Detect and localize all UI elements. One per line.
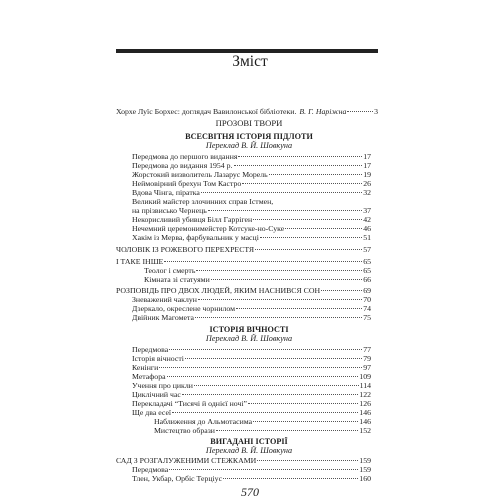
toc-entry bbox=[132, 313, 371, 322]
section-heading-fictions: ВИГАДАНІ ІСТОРІЇ bbox=[210, 437, 288, 446]
toc-entry bbox=[144, 266, 371, 275]
toc-entry-page: 126 bbox=[359, 399, 371, 408]
toc-entry bbox=[132, 372, 371, 381]
toc-entry-page: 51 bbox=[363, 233, 371, 242]
toc-entry-label: Хакім із Мерва, фарбувальник у масці bbox=[132, 233, 259, 242]
toc-entry bbox=[154, 417, 371, 426]
toc-entry-two-men-dream bbox=[116, 286, 371, 295]
toc-entry bbox=[132, 188, 371, 197]
toc-entry-label: ЧОЛОВІК ІЗ РОЖЕВОГО ПЕРЕХРЕСТЯ bbox=[116, 245, 255, 254]
toc-entry-label: Учення про цикли bbox=[132, 381, 193, 390]
toc-entry-page: 37 bbox=[363, 206, 371, 215]
toc-entry-label: Некорисливий убивця Білл Гарріген bbox=[132, 215, 253, 224]
toc-entry-label: Передмова до видання 1954 р. bbox=[132, 161, 233, 170]
toc-entry-page: 122 bbox=[359, 390, 371, 399]
toc-entry bbox=[132, 233, 371, 242]
toc-entry-page: 159 bbox=[359, 456, 371, 465]
toc-entry-label: Кімната зі статуями bbox=[144, 275, 210, 284]
toc-entry-page: 32 bbox=[363, 188, 371, 197]
toc-entry-label: Жорстокий визволитель Лазарус Морель bbox=[132, 170, 268, 179]
toc-entry bbox=[132, 381, 371, 390]
toc-entry-page: 75 bbox=[363, 313, 371, 322]
toc-entry-label: Кенінги bbox=[132, 363, 159, 372]
toc-entry-etcetera bbox=[116, 257, 371, 266]
toc-entry-page: 65 bbox=[363, 266, 371, 275]
toc-entry-page: 109 bbox=[359, 372, 371, 381]
toc-entry-label: Тлен, Укбар, Орбіс Терціус bbox=[132, 474, 223, 483]
toc-entry-label: Історія вічності bbox=[132, 354, 184, 363]
toc-entry-label: Передмова bbox=[132, 465, 169, 474]
toc-entry bbox=[132, 161, 371, 170]
toc-entry-label: Передмова bbox=[132, 345, 169, 354]
toc-entry-label: Перекладачі “Тисячі й однієї ночі” bbox=[132, 399, 248, 408]
toc-entry bbox=[132, 206, 371, 215]
toc-entry-intro bbox=[116, 107, 378, 116]
toc-entry-garden bbox=[116, 456, 371, 465]
toc-entry bbox=[144, 275, 371, 284]
toc-entry-label: на прізвисько Чернець bbox=[132, 206, 207, 215]
section-heading-eternity: ІСТОРІЯ ВІЧНОСТІ bbox=[209, 325, 289, 334]
toc-entry bbox=[154, 426, 371, 435]
toc-entry-label: РОЗПОВІДЬ ПРО ДВОХ ЛЮДЕЙ, ЯКИМ НАСНИВСЯ СОН bbox=[116, 286, 321, 295]
translator-credit: Переклад В. Й. Шовкуна bbox=[205, 334, 293, 343]
toc-entry-page: 42 bbox=[363, 215, 371, 224]
toc-entry bbox=[132, 304, 371, 313]
toc-entry-page: 152 bbox=[359, 426, 371, 435]
toc-entry-page: 146 bbox=[359, 417, 371, 426]
toc-entry bbox=[132, 354, 371, 363]
toc-entry bbox=[132, 152, 371, 161]
toc-entry bbox=[132, 465, 371, 474]
toc-entry bbox=[132, 170, 371, 179]
section-heading-prose: ПРОЗОВІ ТВОРИ bbox=[215, 118, 283, 128]
toc-entry-label: Передмова до першого видання bbox=[132, 152, 238, 161]
toc-entry-label: Циклічний час bbox=[132, 390, 181, 399]
toc-entry-label: І ТАКЕ ІНШЕ bbox=[116, 257, 164, 266]
toc-entry-label: Двійник Магомета bbox=[132, 313, 194, 322]
toc-entry bbox=[132, 390, 371, 399]
toc-entry-label: Хорхе Луїс Борхес: доглядач Вавилонської бібліотеки. bbox=[116, 107, 297, 116]
toc-entry-page: 70 bbox=[363, 295, 371, 304]
toc-entry-page: 160 bbox=[359, 474, 371, 483]
section-heading-universal-history: ВСЕСВІТНЯ ІСТОРІЯ ПІДЛОТИ bbox=[185, 132, 313, 141]
toc-entry bbox=[132, 215, 371, 224]
toc-entry-page: 17 bbox=[363, 161, 371, 170]
toc-entry bbox=[132, 399, 371, 408]
toc-entry bbox=[132, 179, 371, 188]
toc-entry-page: 159 bbox=[359, 465, 371, 474]
toc-entry-label: Наближення до Альмотасима bbox=[154, 417, 253, 426]
toc-entry-label: Вдова Чінга, піратка bbox=[132, 188, 200, 197]
toc-entry-label: Мистецтво образи bbox=[154, 426, 215, 435]
toc-entry-label: Зневажений чаклун bbox=[132, 295, 197, 304]
toc-entry-page: 17 bbox=[363, 152, 371, 161]
toc-entry bbox=[132, 474, 371, 483]
toc-entry-page: 77 bbox=[363, 345, 371, 354]
toc-entry-page: 146 bbox=[359, 408, 371, 417]
toc-entry-page: 114 bbox=[359, 381, 371, 390]
translator-credit: Переклад В. Й. Шовкуна bbox=[205, 141, 293, 150]
toc-entry-author: В. Г. Наріжна bbox=[299, 107, 347, 116]
toc-entry-rose-corner bbox=[116, 245, 371, 254]
toc-entry bbox=[132, 363, 371, 372]
toc-entry-label: Теолог і смерть bbox=[144, 266, 196, 275]
toc-entry bbox=[132, 295, 371, 304]
toc-entry-label: Неймовірний брехун Том Кастро bbox=[132, 179, 242, 188]
toc-entry bbox=[132, 408, 371, 417]
toc-entry-label: Нечемний церемонимейстер Котсуке-но-Суке bbox=[132, 224, 285, 233]
page-title: Зміст bbox=[232, 53, 268, 70]
toc-entry-page: 65 bbox=[363, 257, 371, 266]
toc-entry-page: 66 bbox=[363, 275, 371, 284]
translator-credit: Переклад В. Й. Шовкуна bbox=[205, 446, 293, 455]
page-number: 570 bbox=[241, 485, 259, 499]
toc-entry bbox=[132, 224, 371, 233]
toc-entry bbox=[132, 345, 371, 354]
toc-entry-page: 57 bbox=[363, 245, 371, 254]
toc-entry-page: 79 bbox=[363, 354, 371, 363]
toc-entry-page: 97 bbox=[363, 363, 371, 372]
toc-entry-page: 69 bbox=[363, 286, 371, 295]
toc-entry-page: 26 bbox=[363, 179, 371, 188]
toc-entry-label: САД З РОЗГАЛУЖЕНИМИ СТЕЖКАМИ bbox=[116, 456, 257, 465]
toc-entry-label: Великий майстер злочинних справ Істмен, bbox=[132, 197, 274, 206]
toc-entry-label: Метафора bbox=[132, 372, 166, 381]
toc-entry-page: 3 bbox=[374, 107, 378, 116]
toc-entry-page: 46 bbox=[363, 224, 371, 233]
toc-entry-page: 74 bbox=[363, 304, 371, 313]
toc-entry-page: 19 bbox=[363, 170, 371, 179]
toc-entry-label: Ще два есеї bbox=[132, 408, 172, 417]
toc-entry-label: Дзеркало, окреслене чорнилом bbox=[132, 304, 236, 313]
